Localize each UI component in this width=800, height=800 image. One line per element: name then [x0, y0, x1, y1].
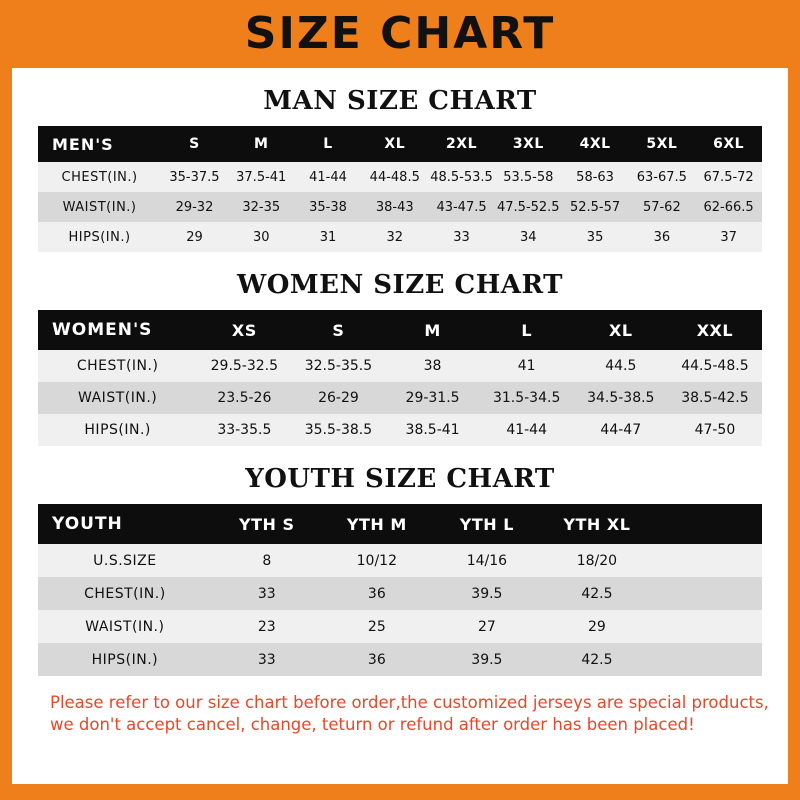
- row-label: WAIST(IN.): [38, 382, 197, 414]
- cell: 32-35: [228, 192, 295, 222]
- cell: [652, 643, 762, 676]
- table-row: [38, 162, 762, 192]
- note-line-1: Please refer to our size chart before order,the customized jerseys are special products,: [50, 693, 769, 712]
- cell: [652, 544, 762, 577]
- row-label: HIPS(IN.): [38, 222, 161, 252]
- cell: 36: [628, 222, 695, 252]
- cell: 37.5-41: [228, 162, 295, 192]
- cell: 35-37.5: [161, 162, 228, 192]
- cell: 48.5-53.5: [428, 162, 495, 192]
- row-label: HIPS(IN.): [38, 414, 197, 446]
- cell: 29: [161, 222, 228, 252]
- row-label: U.S.SIZE: [38, 544, 212, 577]
- column-header: M: [228, 126, 295, 162]
- row-label-header: MEN'S: [38, 126, 161, 162]
- cell: 33: [428, 222, 495, 252]
- cell: 37: [695, 222, 762, 252]
- cell: 41-44: [295, 162, 362, 192]
- cell: [652, 577, 762, 610]
- column-header: YTH M: [322, 504, 432, 544]
- cell: 62-66.5: [695, 192, 762, 222]
- cell: 34.5-38.5: [574, 382, 668, 414]
- cell: 41: [480, 350, 574, 382]
- column-header: YTH XL: [542, 504, 652, 544]
- cell: 8: [212, 544, 322, 577]
- cell: 44-48.5: [361, 162, 428, 192]
- column-header: XS: [197, 310, 291, 350]
- cell: 30: [228, 222, 295, 252]
- cell: 38: [386, 350, 480, 382]
- row-label: CHEST(IN.): [38, 162, 161, 192]
- cell: 29-31.5: [386, 382, 480, 414]
- section-title-men: MAN SIZE CHART: [263, 86, 537, 116]
- row-label: WAIST(IN.): [38, 192, 161, 222]
- cell: 14/16: [432, 544, 542, 577]
- cell: 27: [432, 610, 542, 643]
- youth-size-table: [38, 504, 762, 676]
- table-row: [38, 610, 762, 643]
- cell: 26-29: [291, 382, 385, 414]
- column-header: M: [386, 310, 480, 350]
- cell: 35.5-38.5: [291, 414, 385, 446]
- section-men: [38, 86, 762, 252]
- column-header: YTH S: [212, 504, 322, 544]
- cell: 58-63: [562, 162, 629, 192]
- cell: 47-50: [668, 414, 762, 446]
- cell: 32.5-35.5: [291, 350, 385, 382]
- cell: 67.5-72: [695, 162, 762, 192]
- cell: 38.5-42.5: [668, 382, 762, 414]
- cell: 63-67.5: [628, 162, 695, 192]
- row-label: CHEST(IN.): [38, 350, 197, 382]
- cell: 53.5-58: [495, 162, 562, 192]
- cell: 43-47.5: [428, 192, 495, 222]
- note-line-2: we don't accept cancel, change, teturn or refund after order has been placed!: [50, 715, 695, 735]
- cell: 35-38: [295, 192, 362, 222]
- table-row: [38, 192, 762, 222]
- column-header: XL: [361, 126, 428, 162]
- cell: 57-62: [628, 192, 695, 222]
- cell: 42.5: [542, 643, 652, 676]
- table-row: [38, 577, 762, 610]
- column-header: L: [295, 126, 362, 162]
- cell: 29-32: [161, 192, 228, 222]
- cell: 32: [361, 222, 428, 252]
- column-header: XL: [574, 310, 668, 350]
- table-header-row: [38, 310, 762, 350]
- row-label: HIPS(IN.): [38, 643, 212, 676]
- section-youth: [38, 464, 762, 676]
- cell: 44.5: [574, 350, 668, 382]
- column-header: [652, 504, 762, 544]
- cell: 33-35.5: [197, 414, 291, 446]
- column-header: 6XL: [695, 126, 762, 162]
- column-header: 4XL: [562, 126, 629, 162]
- column-header: YTH L: [432, 504, 542, 544]
- section-title-youth: YOUTH SIZE CHART: [245, 464, 555, 494]
- cell: 29.5-32.5: [197, 350, 291, 382]
- table-row: [38, 222, 762, 252]
- column-header: 3XL: [495, 126, 562, 162]
- cell: 33: [212, 577, 322, 610]
- cell: 31.5-34.5: [480, 382, 574, 414]
- section-title-women: WOMEN SIZE CHART: [237, 270, 563, 300]
- table-row: [38, 382, 762, 414]
- cell: [652, 610, 762, 643]
- cell: 29: [542, 610, 652, 643]
- page-title: SIZE CHART: [244, 8, 556, 59]
- cell: 38-43: [361, 192, 428, 222]
- column-header: 5XL: [628, 126, 695, 162]
- cell: 10/12: [322, 544, 432, 577]
- cell: 52.5-57: [562, 192, 629, 222]
- column-header: XXL: [668, 310, 762, 350]
- table-row: [38, 544, 762, 577]
- row-label: WAIST(IN.): [38, 610, 212, 643]
- cell: 31: [295, 222, 362, 252]
- table-header-row: [38, 126, 762, 162]
- cell: 36: [322, 643, 432, 676]
- cell: 41-44: [480, 414, 574, 446]
- column-header: S: [291, 310, 385, 350]
- table-row: [38, 643, 762, 676]
- cell: 42.5: [542, 577, 652, 610]
- column-header: L: [480, 310, 574, 350]
- cell: 33: [212, 643, 322, 676]
- column-header: 2XL: [428, 126, 495, 162]
- cell: 44-47: [574, 414, 668, 446]
- row-label-header: YOUTH: [38, 504, 212, 544]
- cell: 39.5: [432, 643, 542, 676]
- table-row: [38, 414, 762, 446]
- table-row: [38, 350, 762, 382]
- cell: 39.5: [432, 577, 542, 610]
- cell: 38.5-41: [386, 414, 480, 446]
- women-size-table: [38, 310, 762, 446]
- content: [12, 86, 788, 737]
- table-header-row: [38, 504, 762, 544]
- section-women: [38, 270, 762, 446]
- cell: 35: [562, 222, 629, 252]
- column-header: S: [161, 126, 228, 162]
- cell: 23.5-26: [197, 382, 291, 414]
- men-size-table: [38, 126, 762, 252]
- order-policy-note: [50, 692, 769, 737]
- row-label-header: WOMEN'S: [38, 310, 197, 350]
- cell: 25: [322, 610, 432, 643]
- cell: 44.5-48.5: [668, 350, 762, 382]
- banner: [0, 0, 800, 68]
- cell: 18/20: [542, 544, 652, 577]
- row-label: CHEST(IN.): [38, 577, 212, 610]
- cell: 47.5-52.5: [495, 192, 562, 222]
- footer-bar: [12, 784, 788, 800]
- cell: 36: [322, 577, 432, 610]
- cell: 34: [495, 222, 562, 252]
- cell: 23: [212, 610, 322, 643]
